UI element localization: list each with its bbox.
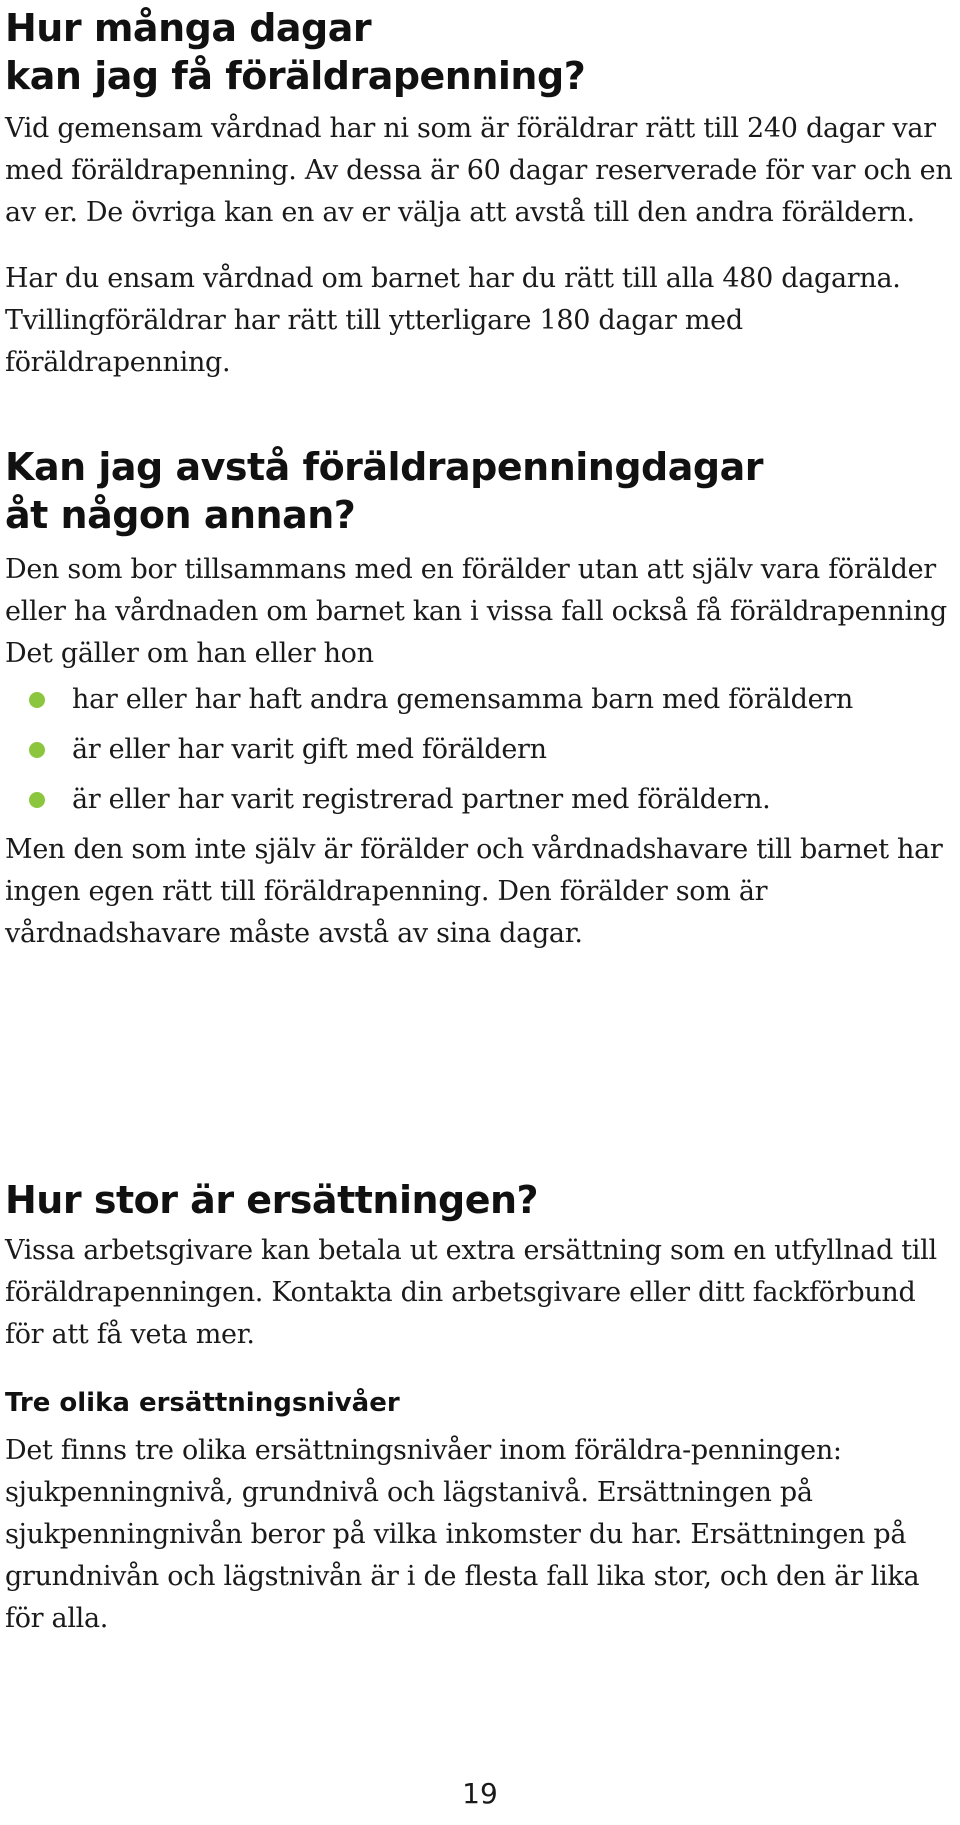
paragraph-cohabitant: Den som bor tillsammans med en förälder utan att själv vara förälder eller ha vårdnaden om barnet kan i vissa fall också få föräldrapenning Det gäller om han eller hon — [5, 554, 947, 669]
subheading-three-levels: Tre olika ersättningsnivåer — [5, 1388, 400, 1418]
heading-how-many-days — [5, 4, 955, 100]
list-item: har eller har haft andra gemensamma barn med föräldern — [5, 679, 955, 721]
page-number: 19 — [462, 1777, 498, 1810]
heading-compensation: Hur stor är ersättningen? — [5, 1178, 539, 1222]
list-item: är eller har varit registrerad partner med föräldern. — [5, 779, 955, 821]
bullet-dot-icon — [29, 742, 45, 758]
heading-line-2: kan jag få föräldrapenning? — [5, 54, 586, 98]
section-days — [5, 4, 955, 384]
paragraph-employer-extra: Vissa arbetsgivare kan betala ut extra ersättning som en utfyllnad till föräldrapenningen. Kontakta din arbetsgivare eller ditt fackförbund för att få veta mer. — [5, 1235, 937, 1350]
heading-line-1: Kan jag avstå föräldrapenningdagar — [5, 445, 763, 489]
conditions-list — [5, 679, 955, 821]
paragraph-sole-custody: Har du ensam vårdnad om barnet har du rätt till alla 480 dagarna. Tvillingföräldrar har rätt till ytterligare 180 dagar med föräldrapenning. — [5, 263, 901, 378]
section-transfer-days — [5, 443, 955, 955]
paragraph-three-levels: Det finns tre olika ersättningsnivåer inom föräldra-penningen: sjukpenningnivå, grundnivå och lägstanivå. Ersättningen på sjukpenningnivån beror på vilka inkomster du har. Ersättningen på grundnivån och lägstnivån är i de flesta fall lika stor, och den är lika för alla. — [5, 1435, 920, 1634]
heading-line-2: åt någon annan? — [5, 493, 356, 537]
heading-line-1: Hur många dagar — [5, 6, 372, 50]
bullet-dot-icon — [29, 692, 45, 708]
bullet-dot-icon — [29, 792, 45, 808]
heading-transfer-days — [5, 443, 955, 539]
paragraph-shared-custody: Vid gemensam vårdnad har ni som är föräldrar rätt till 240 dagar var med föräldrapenning. Av dessa är 60 dagar reserverade för var och en av er. De övriga kan en av er välja att avstå till den andra föräldern. — [5, 113, 953, 228]
list-item: är eller har varit gift med föräldern — [5, 729, 955, 771]
paragraph-non-parent: Men den som inte själv är förälder och vårdnadshavare till barnet har ingen egen rätt till föräldrapenning. Den förälder som är vårdnadshavare måste avstå av sina dagar. — [5, 834, 943, 949]
section-compensation — [5, 1176, 955, 1640]
